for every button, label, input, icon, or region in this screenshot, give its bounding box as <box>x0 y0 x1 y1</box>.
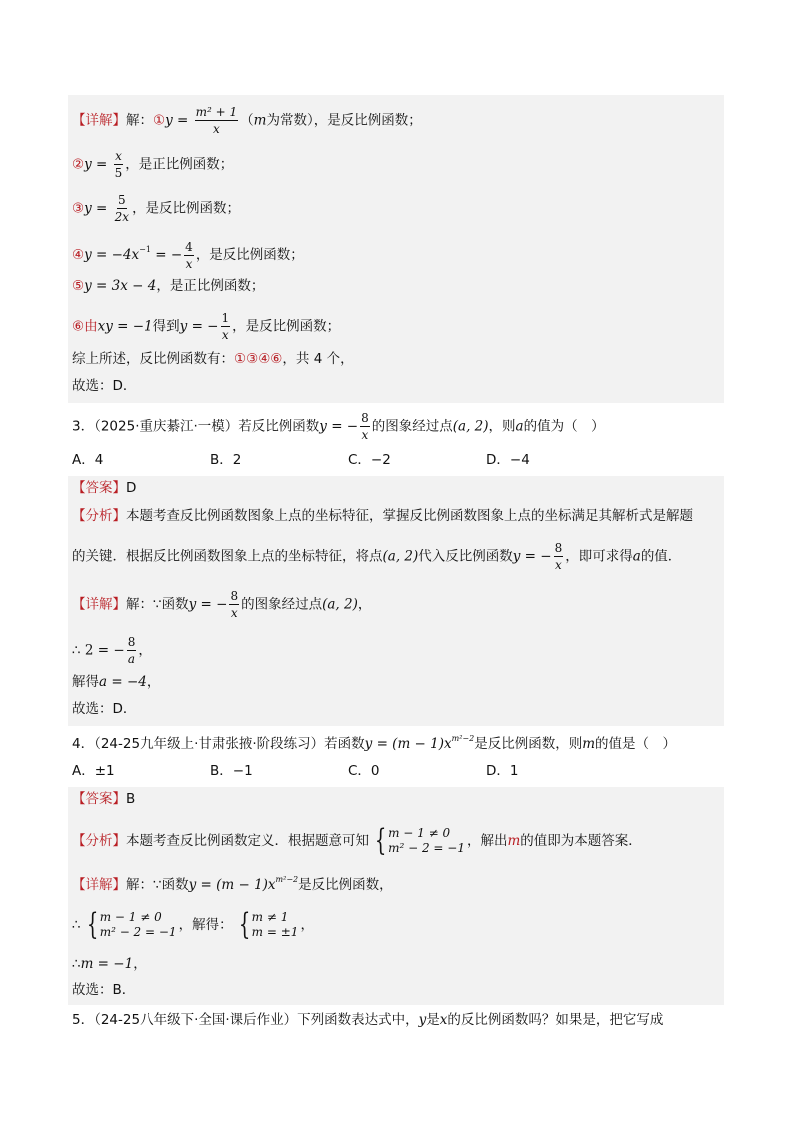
q4-option-a[interactable]: A．±1 <box>72 763 115 779</box>
q4-answer: 【答案】B <box>72 791 136 807</box>
fraction: $\frac{4}{x}$ <box>185 239 193 271</box>
fraction: $\frac{8}{x}$ <box>230 589 239 620</box>
equation-system: { m ≠ 1 m = ±1 <box>238 907 299 942</box>
item-marker: ① <box>153 112 166 129</box>
q5-stem: 5．（24-25八年级下·全国·课后作业）下列函数表达式中，y是x的反比例函数吗？如果是，把它写成 <box>72 1012 664 1028</box>
q3-option-a[interactable]: A．4 <box>72 452 104 468</box>
fraction: $\frac{8}{x}$ <box>361 411 369 442</box>
q4-option-d[interactable]: D．1 <box>486 763 519 779</box>
q3-stem: 3．（2025·重庆綦江·一模）若反比例函数y = − $\frac{8}{x}$ 的图象经过点(a, 2)，则a的值为（ ） <box>72 411 605 442</box>
q4-result: ∴m = −1， <box>72 956 147 972</box>
q4-stem: 4．（24-25九年级上·甘肃张掖·阶段练习）若函数$y = (m - 1)x^{m^2-2}$是反比例函数，则m的值是（ ） <box>72 734 677 752</box>
q2-summary: 综上所述，反比例函数有：①③④⑥，共 4 个， <box>72 351 354 367</box>
jie-label: 解： <box>126 112 153 129</box>
q3-analysis-1: 【分析】本题考查反比例函数图象上点的坐标特征，掌握反比例函数图象上点的坐标满足其解析式是解题 <box>72 508 693 524</box>
fraction: $\frac{1}{x}$ <box>221 311 230 342</box>
q3-answer: 【答案】D <box>72 480 137 496</box>
q3-option-d[interactable]: D．−4 <box>486 452 530 468</box>
q2-choose: 故选：D． <box>72 378 137 394</box>
fraction: $\frac{5}{2x}$ <box>114 193 130 224</box>
q2-detail-line-2: ②y = $\frac{x}{5}$ ，是正比例函数； <box>72 149 234 180</box>
equation-lhs: y <box>165 112 173 129</box>
q2-detail-line-4: ④y = $-4x^{-1}$ = − $\frac{4}{x}$ ，是反比例函数； <box>72 239 304 271</box>
q4-analysis: 【分析】本题考查反比例函数定义．根据题意可知 { m − 1 ≠ 0 m² − 2 = −1 ，解出m的值即为本题答案． <box>72 823 642 858</box>
q3-choose: 故选：D． <box>72 701 137 717</box>
equation-system: { m − 1 ≠ 0 m² − 2 = −1 <box>86 907 177 942</box>
detail-label: 【详解】 <box>72 112 126 129</box>
q4-option-b[interactable]: B．−1 <box>210 763 253 779</box>
fraction: $\frac{8}{x}$ <box>554 541 563 572</box>
q4-choose: 故选：B． <box>72 982 136 998</box>
q2-detail-line-5: ⑤y = 3x − 4，是正比例函数； <box>72 278 265 294</box>
fraction: $\frac{\text{m² + 1}}{x}$ <box>195 105 238 136</box>
fraction: $\frac{x}{5}$ <box>114 149 123 180</box>
q4-option-c[interactable]: C．0 <box>348 763 380 779</box>
q2-detail-line-6: ⑥由xy = −1得到y = − $\frac{1}{x}$ ，是反比例函数； <box>72 311 341 342</box>
q3-step: ∴ 2 = − $\frac{8}{a}$ ， <box>72 635 152 666</box>
q3-detail: 【详解】解：∵函数y = − $\frac{8}{x}$ 的图象经过点(a, 2)， <box>72 589 372 620</box>
solution-block-q4 <box>68 787 724 1005</box>
q4-system-solve: ∴ { m − 1 ≠ 0 m² − 2 = −1 ，解得： { m ≠ 1 m = ±1 ， <box>72 907 314 942</box>
fraction: $\frac{8}{a}$ <box>127 635 136 666</box>
q3-option-b[interactable]: B．2 <box>210 452 242 468</box>
equation-system: { m − 1 ≠ 0 m² − 2 = −1 <box>374 823 465 858</box>
q3-analysis-2: 的关键．根据反比例函数图象上点的坐标特征，将点(a, 2)代入反比例函数y = − $\frac{8}{x}$ ，即可求得a的值． <box>72 541 682 572</box>
therefore-symbol: ∴ <box>72 642 81 659</box>
q3-option-c[interactable]: C．−2 <box>348 452 391 468</box>
q3-solve: 解得a = −4， <box>72 674 161 690</box>
q4-detail: 【详解】解：∵函数$y = (m - 1)x^{m^2-2}$是反比例函数， <box>72 875 393 893</box>
q2-detail-line-1: 【详解】解：①y = $\frac{\text{m² + 1}}{x}$ （m为常数），是反比例函数； <box>72 105 422 136</box>
because-symbol: ∵ <box>153 596 162 613</box>
q2-detail-line-3: ③y = $\frac{5}{2x}$ ，是反比例函数； <box>72 193 241 224</box>
